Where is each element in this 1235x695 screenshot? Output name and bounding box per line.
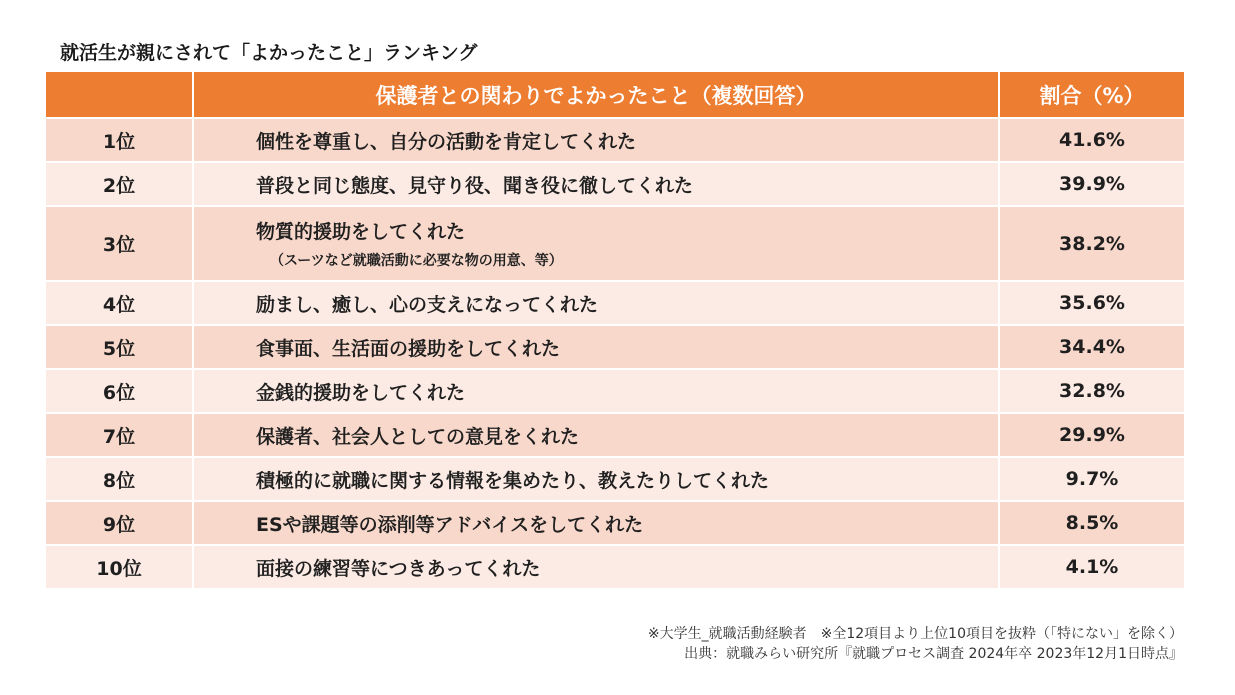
item-cell [194, 207, 1000, 280]
table-row [46, 326, 1184, 370]
rank-label: 5位 [102, 337, 136, 360]
rank-cell [46, 119, 194, 161]
item-label: 励まし、癒し、心の支えになってくれた [256, 293, 599, 316]
rank-cell [46, 546, 194, 588]
percent-value: 32.8% [1059, 380, 1125, 402]
item-label: ESや課題等の添削等アドバイスをしてくれた [256, 513, 644, 536]
percent-cell [1000, 119, 1184, 161]
footnote-scope: ※大学生_就職活動経験者 ※全12項目より上位10項目を抜粋（「特にない」を除く） [647, 626, 1183, 642]
footnote-source: 出典：就職みらい研究所『就職プロセス調査 2024年卒 2023年12月1日時点』 [684, 646, 1183, 662]
table-row [46, 163, 1184, 207]
percent-value: 29.9% [1059, 424, 1125, 446]
rank-cell [46, 502, 194, 544]
table-row [46, 119, 1184, 163]
item-label: 普段と同じ態度、見守り役、聞き役に徹してくれた [256, 174, 694, 197]
percent-cell [1000, 370, 1184, 412]
item-cell [194, 502, 1000, 544]
item-label: 金銭的援助をしてくれた [256, 381, 466, 404]
percent-value: 41.6% [1059, 129, 1125, 151]
rank-cell [46, 163, 194, 205]
item-label: 積極的に就職に関する情報を集めたり、教えたりしてくれた [256, 469, 770, 492]
rank-label: 2位 [102, 174, 136, 197]
item-label: 食事面、生活面の援助をしてくれた [256, 337, 561, 360]
item-cell [194, 414, 1000, 456]
percent-value: 4.1% [1065, 556, 1119, 578]
percent-value: 38.2% [1059, 232, 1125, 255]
table-row [46, 207, 1184, 282]
header-rank-cell [46, 72, 194, 117]
rank-label: 1位 [102, 130, 136, 153]
item-block [256, 217, 563, 270]
rank-label: 10位 [96, 557, 142, 580]
table-row [46, 370, 1184, 414]
percent-value: 8.5% [1065, 512, 1119, 534]
percent-cell [1000, 207, 1184, 280]
item-cell [194, 282, 1000, 324]
item-cell [194, 326, 1000, 368]
header-item-cell: 保護者との関わりでよかったこと（複数回答） [194, 72, 1000, 117]
footnotes [648, 624, 1183, 664]
header-percent-cell: 割合（%） [1039, 83, 1145, 108]
item-cell [194, 546, 1000, 588]
item-label: 面接の練習等につきあってくれた [256, 557, 541, 580]
rank-cell [46, 370, 194, 412]
rank-cell [46, 458, 194, 500]
item-note: （スーツなど就職活動に必要な物の用意、等） [270, 253, 563, 269]
table-row [46, 546, 1184, 590]
rank-cell [46, 326, 194, 368]
rank-label: 3位 [102, 234, 136, 256]
rank-cell [46, 414, 194, 456]
table-row [46, 414, 1184, 458]
item-cell [194, 370, 1000, 412]
percent-cell [1000, 502, 1184, 544]
percent-cell [1000, 326, 1184, 368]
percent-cell [1000, 458, 1184, 500]
item-cell [194, 163, 1000, 205]
percent-value: 9.7% [1065, 468, 1119, 490]
rank-label: 4位 [102, 293, 136, 316]
rank-label: 8位 [102, 469, 136, 492]
percent-value: 39.9% [1059, 173, 1125, 195]
rank-cell [46, 207, 194, 280]
rank-label: 6位 [102, 381, 136, 404]
item-label: 個性を尊重し、自分の活動を肯定してくれた [256, 130, 637, 153]
rank-label: 9位 [102, 513, 136, 536]
percent-value: 35.6% [1059, 292, 1125, 314]
item-cell [194, 119, 1000, 161]
percent-cell [1000, 163, 1184, 205]
table-header-row [46, 72, 1184, 119]
percent-cell [1000, 546, 1184, 588]
table-row [46, 282, 1184, 326]
percent-cell [1000, 282, 1184, 324]
table-row [46, 502, 1184, 546]
rank-cell [46, 282, 194, 324]
table-row [46, 458, 1184, 502]
ranking-table [46, 72, 1184, 590]
percent-cell [1000, 414, 1184, 456]
rank-label: 7位 [102, 425, 136, 448]
page-title: 就活生が親にされて「よかったこと」ランキング [60, 42, 478, 64]
item-label: 保護者、社会人としての意見をくれた [256, 425, 580, 448]
percent-value: 34.4% [1059, 336, 1125, 358]
item-cell [194, 458, 1000, 500]
item-label: 物質的援助をしてくれた [256, 221, 466, 243]
